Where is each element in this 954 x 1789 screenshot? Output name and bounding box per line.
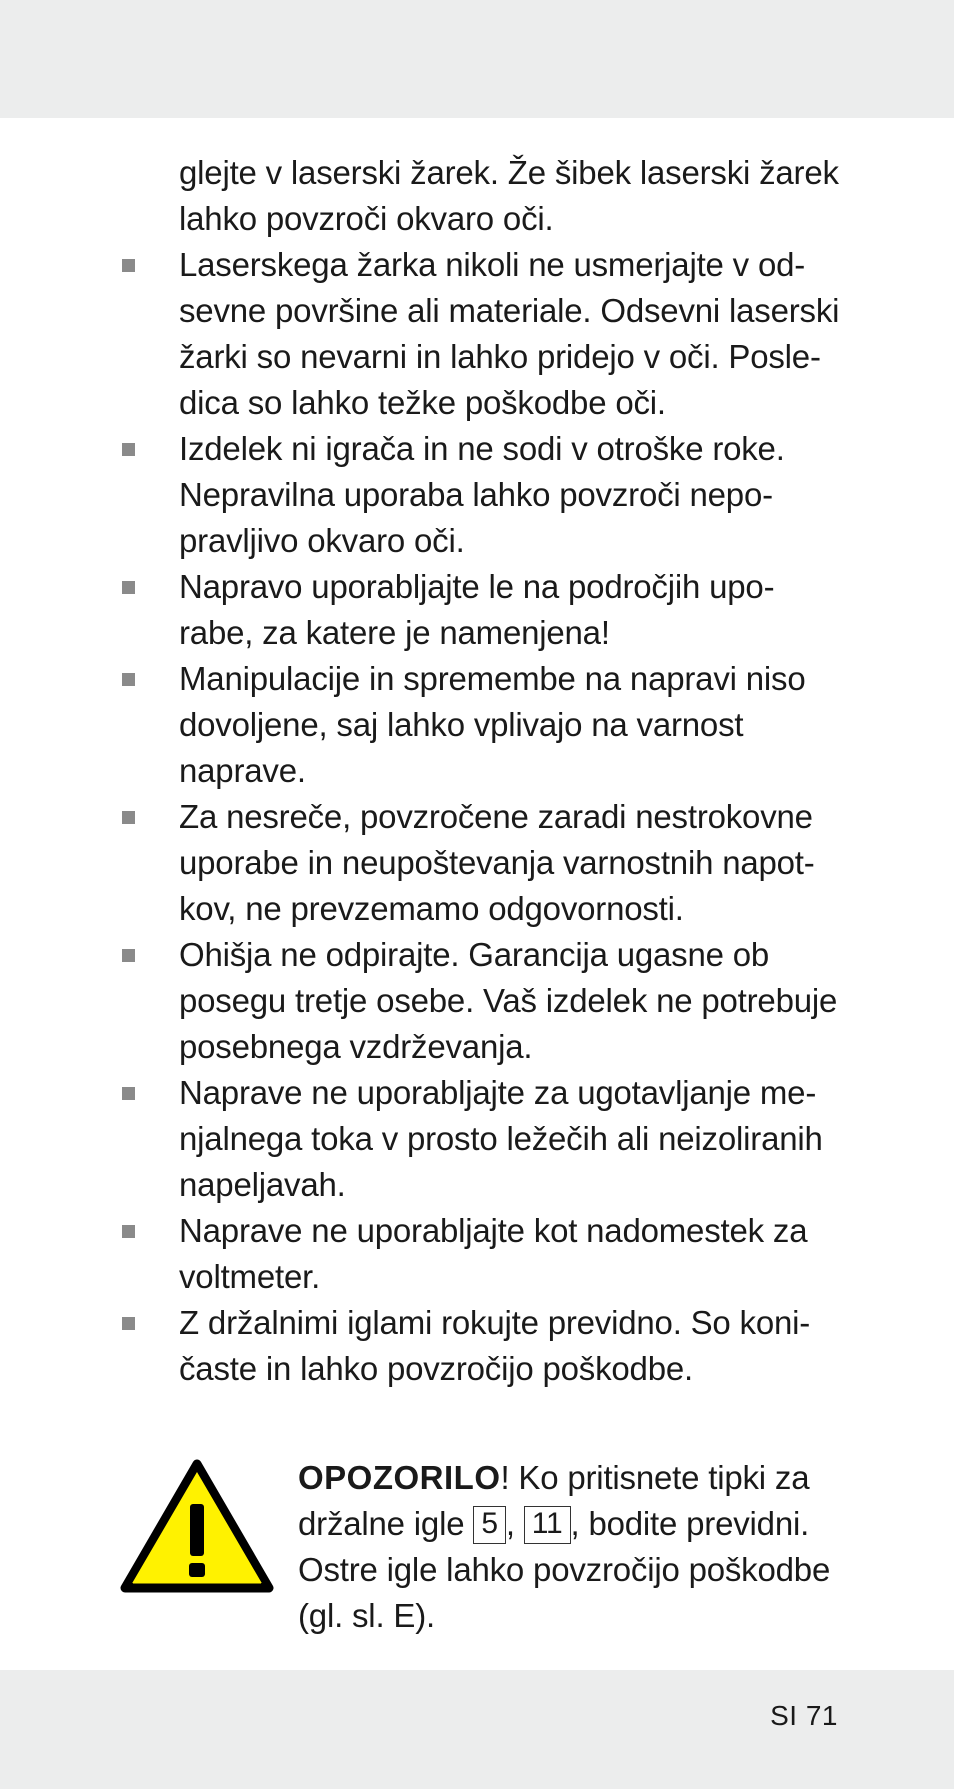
intro-paragraph bbox=[179, 150, 844, 242]
page-content bbox=[0, 150, 954, 1392]
text-line: posegu tretje osebe. Vaš izdelek ne potrebuje bbox=[179, 982, 838, 1019]
safety-list bbox=[0, 242, 954, 1392]
text-line: Naprave ne uporabljajte kot nadomestek za bbox=[179, 1212, 808, 1249]
text-line: časte in lahko povzročijo poškodbe. bbox=[179, 1350, 693, 1387]
text-line: kov, ne prevzemamo odgovornosti. bbox=[179, 890, 684, 927]
list-item bbox=[179, 242, 844, 426]
text-line: voltmeter. bbox=[179, 1258, 321, 1295]
bullet-square-icon bbox=[122, 949, 135, 962]
text-line: Naprave ne uporabljajte za ugotavljanje me- bbox=[179, 1074, 817, 1111]
text-line: njalnega toka v prosto ležečih ali neizoliranih bbox=[179, 1120, 823, 1157]
text-line: dica so lahko težke poškodbe oči. bbox=[179, 384, 666, 421]
part-ref-11: 11 bbox=[524, 1506, 571, 1544]
text-line: Ohišja ne odpirajte. Garancija ugasne ob bbox=[179, 936, 770, 973]
bullet-square-icon bbox=[122, 1225, 135, 1238]
text-line: Izdelek ni igrača in ne sodi v otroške roke. bbox=[179, 430, 785, 467]
text-line: lahko povzroči okvaro oči. bbox=[179, 200, 554, 237]
warning-line-2 bbox=[298, 1501, 858, 1547]
bullet-square-icon bbox=[122, 581, 135, 594]
text-line: naprave. bbox=[179, 752, 306, 789]
bullet-square-icon bbox=[122, 673, 135, 686]
page-number: SI 71 bbox=[770, 1700, 838, 1731]
text-line: posebnega vzdrževanja. bbox=[179, 1028, 533, 1065]
list-item bbox=[179, 656, 844, 794]
warning-triangle-icon bbox=[119, 1458, 275, 1596]
list-item bbox=[179, 426, 844, 564]
text-line: Z držalnimi iglami rokujte previdno. So koni- bbox=[179, 1304, 811, 1341]
warning-line-3: Ostre igle lahko povzročijo poškodbe bbox=[298, 1551, 831, 1588]
text-line: glejte v laserski žarek. Že šibek laserski žarek bbox=[179, 154, 839, 191]
warning-text-segment: držalne igle bbox=[298, 1505, 474, 1542]
warning-block bbox=[0, 1455, 954, 1635]
warning-intro: ! Ko pritisnete tipki za bbox=[500, 1459, 810, 1496]
bullet-square-icon bbox=[122, 443, 135, 456]
warning-line-4: (gl. sl. E). bbox=[298, 1597, 435, 1634]
text-line: uporabe in neupoštevanja varnostnih napot- bbox=[179, 844, 815, 881]
list-item bbox=[179, 564, 844, 656]
warning-title: OPOZORILO bbox=[298, 1459, 501, 1496]
list-item bbox=[179, 1300, 844, 1392]
text-line: rabe, za katere je namenjena! bbox=[179, 614, 610, 651]
list-item bbox=[179, 932, 844, 1070]
bullet-square-icon bbox=[122, 259, 135, 272]
header-band bbox=[0, 0, 954, 118]
text-line: Laserskega žarka nikoli ne usmerjajte v od- bbox=[179, 246, 806, 283]
bullet-square-icon bbox=[122, 1087, 135, 1100]
text-line: Napravo uporabljajte le na področjih upo- bbox=[179, 568, 775, 605]
bullet-square-icon bbox=[122, 811, 135, 824]
text-line: Nepravilna uporaba lahko povzroči nepo- bbox=[179, 476, 773, 513]
text-line: napeljavah. bbox=[179, 1166, 346, 1203]
warning-text bbox=[298, 1455, 858, 1639]
list-item bbox=[179, 794, 844, 932]
list-item bbox=[179, 1070, 844, 1208]
list-item bbox=[179, 1208, 844, 1300]
text-line: Za nesreče, povzročene zaradi nestrokovne bbox=[179, 798, 813, 835]
part-ref-5: 5 bbox=[473, 1506, 506, 1544]
text-line: sevne površine ali materiale. Odsevni laserski bbox=[179, 292, 840, 329]
warning-text-segment: , bodite previdni. bbox=[570, 1505, 810, 1542]
warning-separator: , bbox=[505, 1505, 524, 1542]
text-line: pravljivo okvaro oči. bbox=[179, 522, 465, 559]
text-line: Manipulacije in spremembe na napravi niso bbox=[179, 660, 806, 697]
text-line: žarki so nevarni in lahko pridejo v oči. Posle- bbox=[179, 338, 821, 375]
text-line: dovoljene, saj lahko vplivajo na varnost bbox=[179, 706, 744, 743]
warning-line-1 bbox=[298, 1455, 858, 1501]
bullet-square-icon bbox=[122, 1317, 135, 1330]
